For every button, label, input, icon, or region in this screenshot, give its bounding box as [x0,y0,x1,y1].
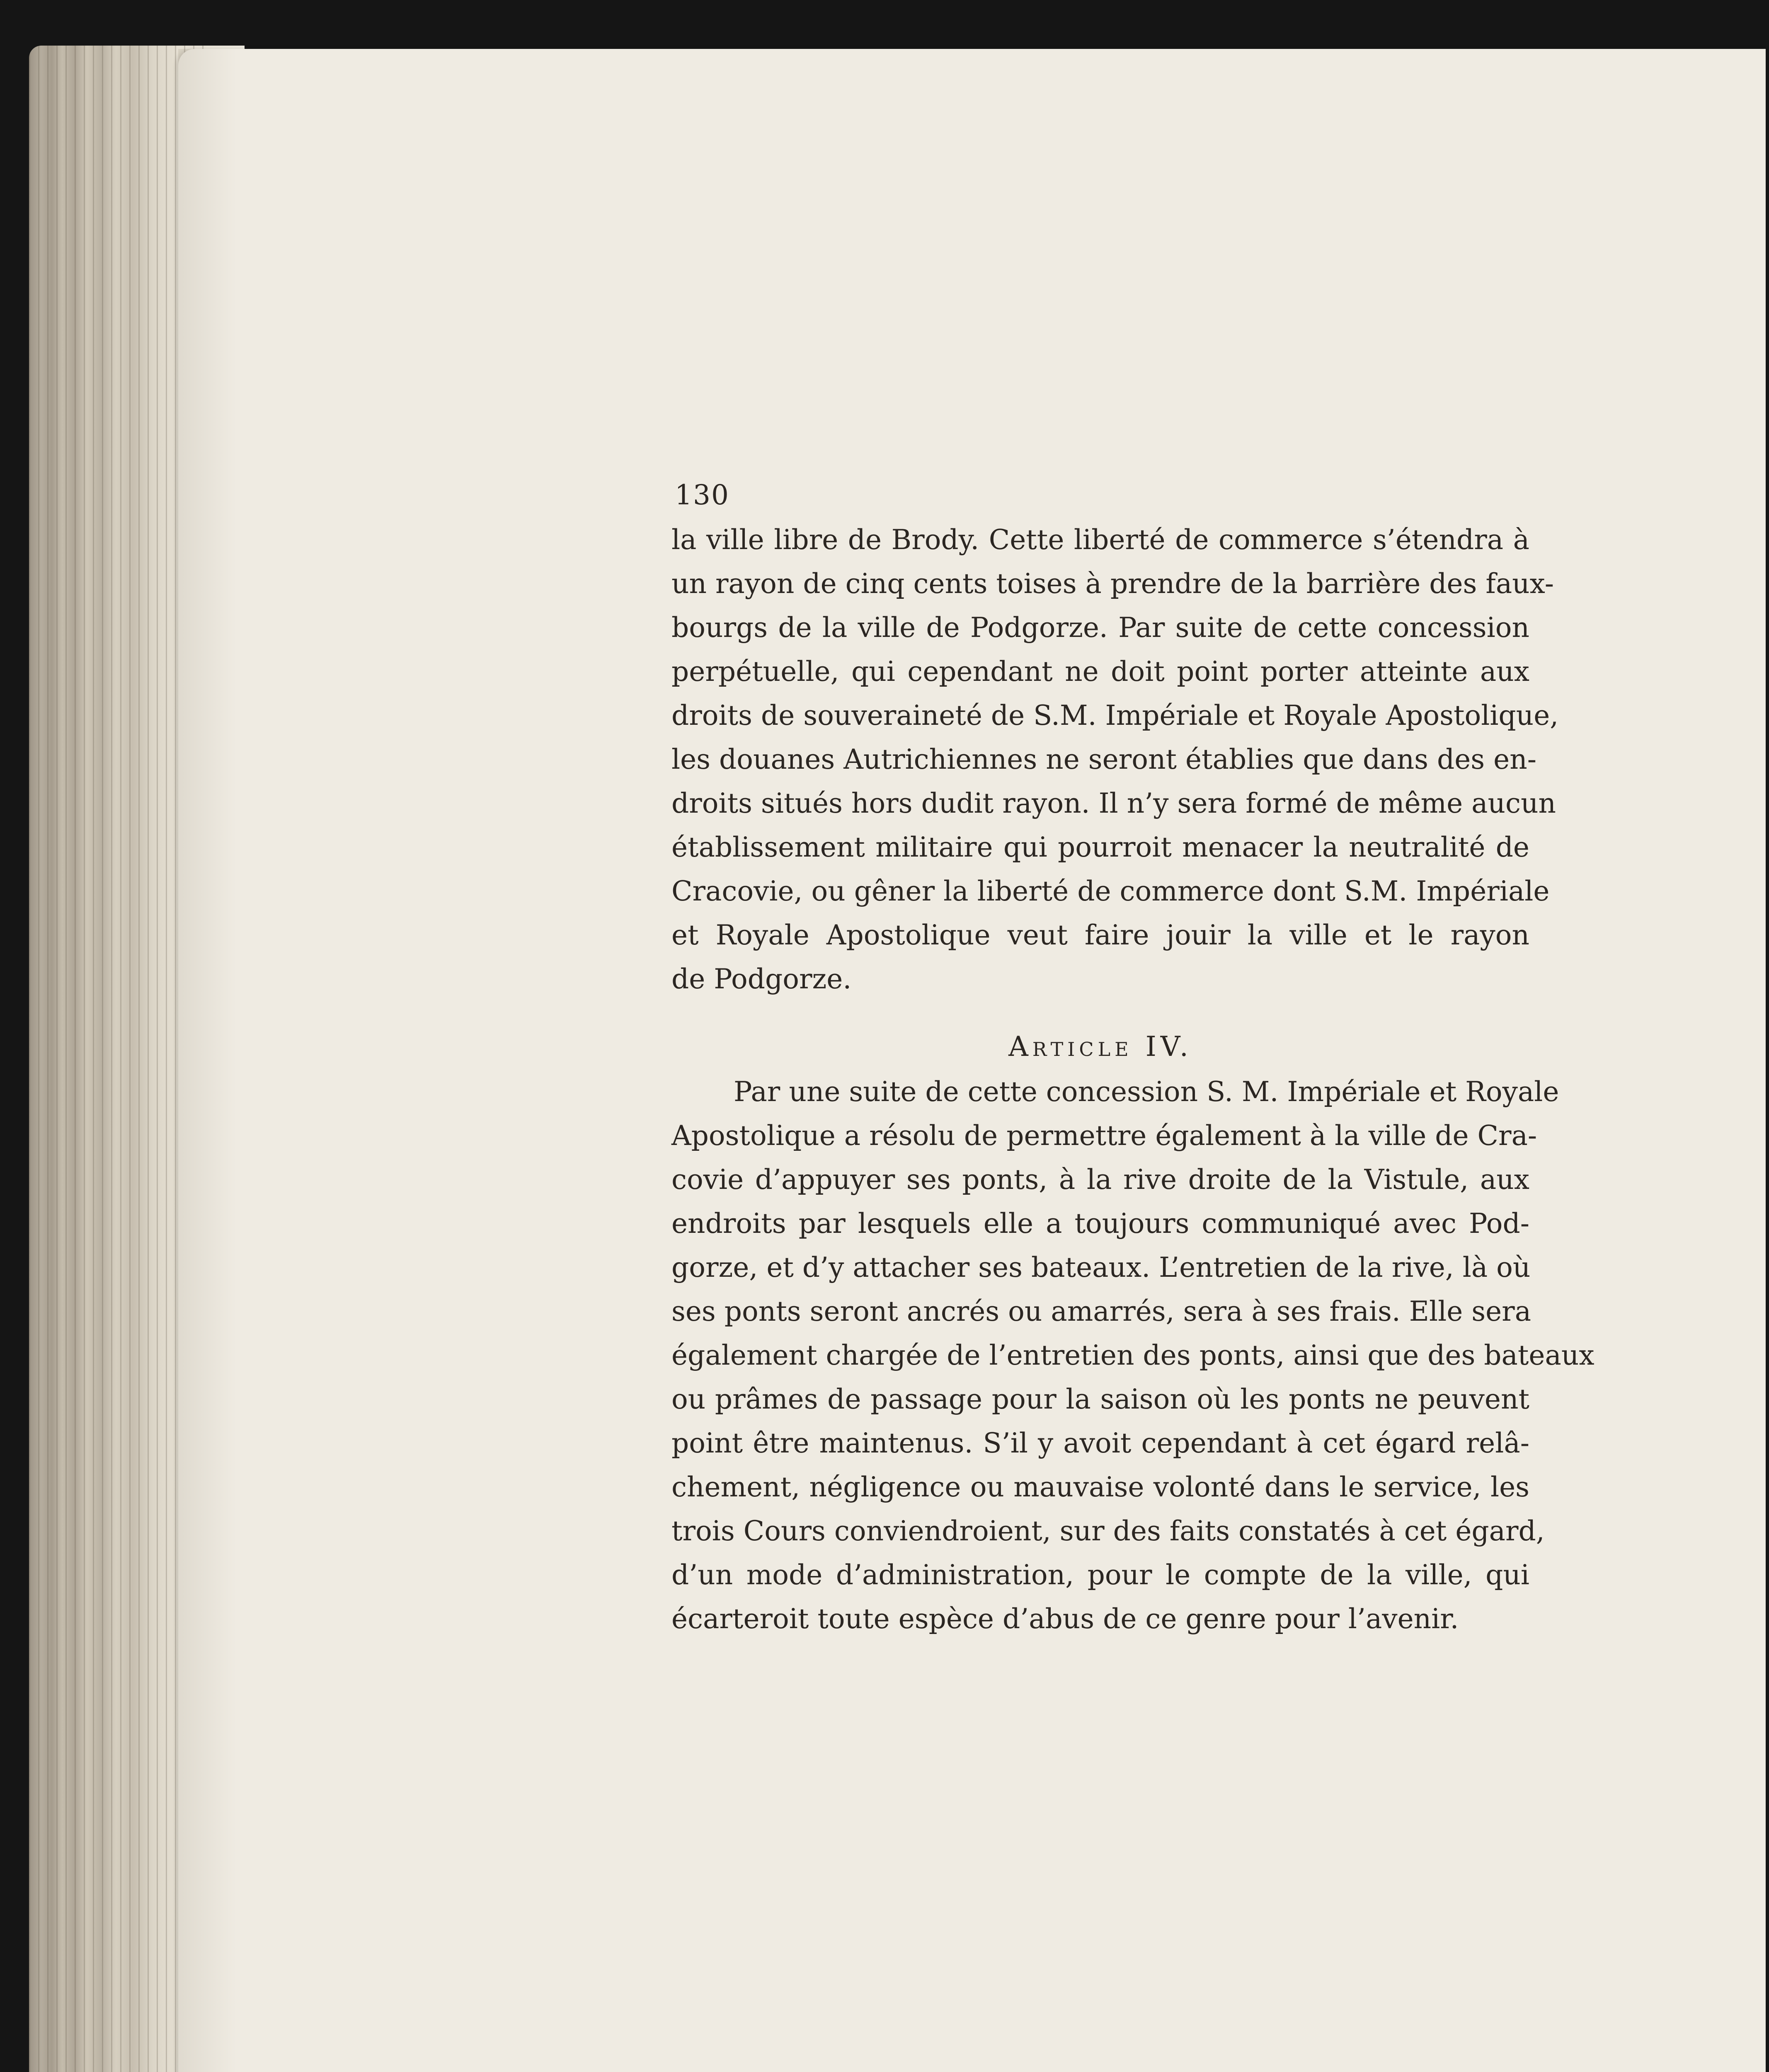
text-line: trois Cours conviendroient, sur des faits constatés à cet égard, [671,1515,1545,1547]
text-line: les douanes Autrichiennes ne seront établies que dans des en- [671,743,1537,775]
paragraph-continuation [671,518,1559,1001]
text-line: covie d’appuyer ses ponts, à la rive droite de la Vistule, aux [671,1164,1529,1196]
text-line: ses ponts seront ancrés ou amarrés, sera à ses frais. Elle sera [671,1295,1532,1327]
page-number: 130 [675,479,729,511]
article-paragraph [671,1070,1595,1641]
text-line: et Royale Apostolique veut faire jouir la ville et le rayon [671,919,1529,951]
article-heading: Article IV. [1008,1031,1192,1063]
text-line: bourgs de la ville de Podgorze. Par suite de cette concession [671,612,1529,644]
text-line: un rayon de cinq cents toises à prendre de la barrière des faux- [671,568,1554,600]
text-line: établissement militaire qui pourroit menacer la neutralité de [671,831,1529,863]
text-block [671,477,1595,1641]
text-line: ou prâmes de passage pour la saison où les ponts ne peuvent [671,1383,1529,1415]
text-line: Par une suite de cette concession S. M. Impériale et Royale [734,1076,1559,1108]
text-line: droits situés hors dudit rayon. Il n’y sera formé de même aucun [671,787,1556,819]
text-line: chement, négligence ou mauvaise volonté dans le service, les [671,1471,1529,1503]
text-line: de Podgorze. [671,963,852,995]
text-line: d’un mode d’administration, pour le compte de la ville, qui [671,1559,1529,1591]
text-line: Cracovie, ou gêner la liberté de commerce dont S.M. Impériale [671,875,1550,907]
text-line: la ville libre de Brody. Cette liberté de commerce s’étendra à [671,524,1529,556]
text-line: perpétuelle, qui cependant ne doit point porter atteinte aux [671,656,1529,687]
text-line: gorze, et d’y attacher ses bateaux. L’entretien de la rive, là où [671,1251,1531,1283]
text-line: endroits par lesquels elle a toujours communiqué avec Pod- [671,1208,1529,1239]
text-line: droits de souveraineté de S.M. Impériale et Royale Apostolique, [671,700,1559,731]
text-line: également chargée de l’entretien des ponts, ainsi que des bateaux [671,1339,1595,1371]
text-line: point être maintenus. S’il y avoit cependant à cet égard relâ- [671,1427,1529,1459]
text-line: Apostolique a résolu de permettre également à la ville de Cra- [671,1120,1537,1152]
text-line: écarteroit toute espèce d’abus de ce genre pour l’avenir. [671,1603,1459,1635]
